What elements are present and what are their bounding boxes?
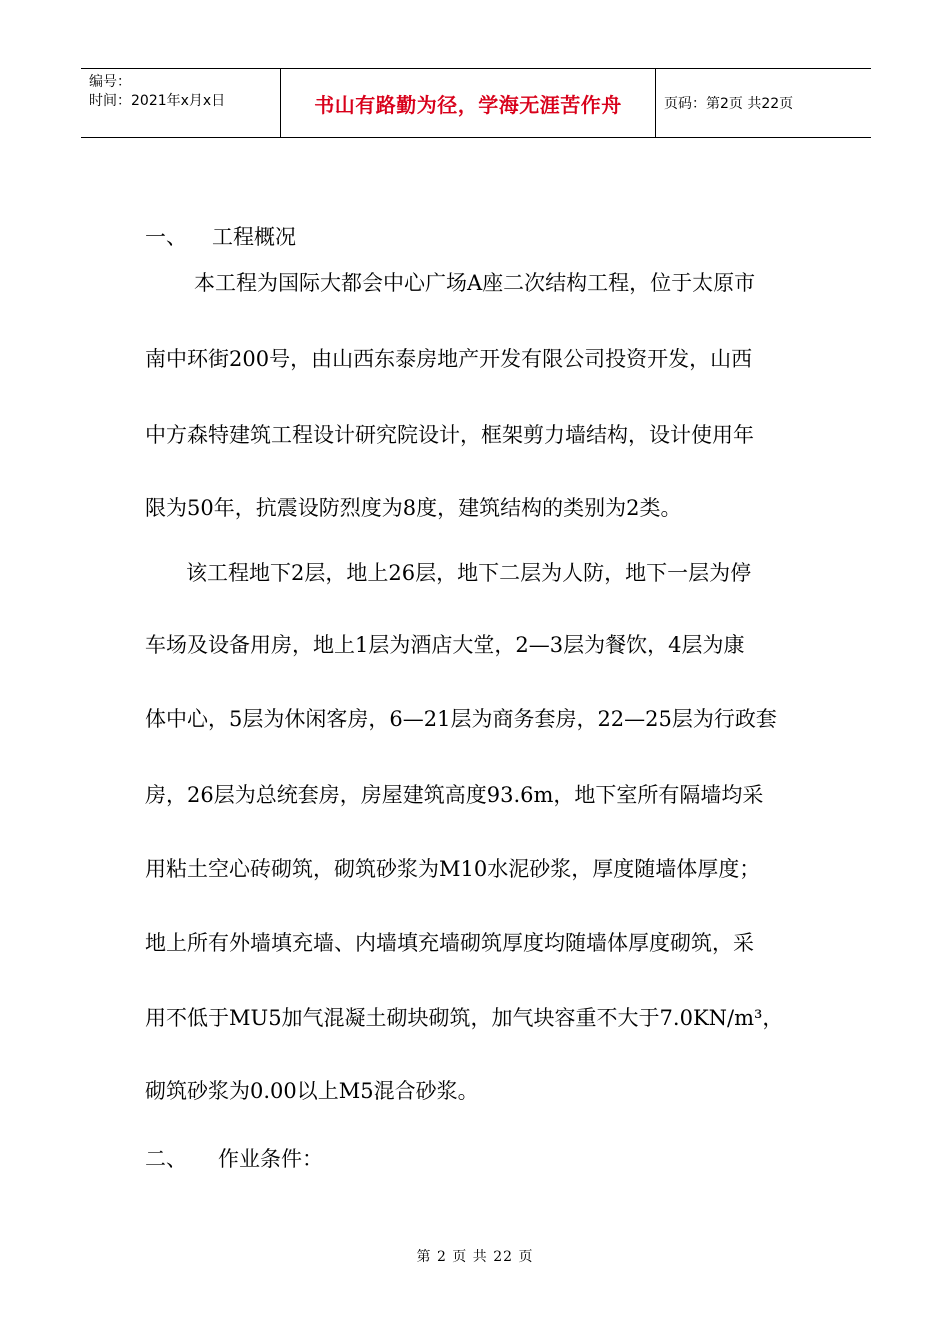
header-page-info: 页码：第2页 共22页 xyxy=(664,96,794,112)
section-2-title: 作业条件： xyxy=(218,1147,323,1171)
paragraph-line: 车场及设备用房，地上1层为酒店大堂，2—3层为餐饮，4层为康 xyxy=(145,633,745,657)
paragraph-line: 砌筑砂浆为0.00以上M5混合砂浆。 xyxy=(145,1079,479,1103)
paragraph-line: 地上所有外墙填充墙、内墙填充墙砌筑厚度均随墙体厚度砌筑，采 xyxy=(145,931,754,955)
paragraph-line: 用不低于MU5加气混凝土砌块砌筑，加气块容重不大于7.0KN/m³， xyxy=(145,1006,784,1030)
section-1-title: 工程概况 xyxy=(212,225,296,249)
section-1-number: 一、 xyxy=(145,225,187,249)
document-number-label: 编号： xyxy=(89,74,131,90)
header-motto: 书山有路勤为径，学海无涯苦作舟 xyxy=(281,69,656,137)
paragraph-line: 用粘土空心砖砌筑，砌筑砂浆为M10水泥砂浆，厚度随墙体厚度； xyxy=(145,857,761,881)
document-time-label: 时间：2021年x月x日 xyxy=(89,93,226,109)
paragraph-line: 房，26层为总统套房，房屋建筑高度93.6m，地下室所有隔墙均采 xyxy=(145,783,764,807)
header-meta xyxy=(81,69,281,137)
page-header xyxy=(81,68,871,138)
paragraph-line: 体中心，5层为休闲客房，6—21层为商务套房，22—25层为行政套 xyxy=(145,707,777,731)
paragraph-line: 限为50年，抗震设防烈度为8度，建筑结构的类别为2类。 xyxy=(145,496,682,520)
paragraph-line: 该工程地下2层，地上26层，地下二层为人防，地下一层为停 xyxy=(186,561,752,585)
paragraph-line: 南中环街200号，由山西东泰房地产开发有限公司投资开发，山西 xyxy=(145,347,753,371)
section-2-number: 二、 xyxy=(145,1147,187,1171)
paragraph-line: 本工程为国际大都会中心广场A座二次结构工程，位于太原市 xyxy=(194,271,756,295)
page-footer: 第 2 页 共 22 页 xyxy=(416,1249,534,1265)
paragraph-line: 中方森特建筑工程设计研究院设计，框架剪力墙结构，设计使用年 xyxy=(145,423,754,447)
